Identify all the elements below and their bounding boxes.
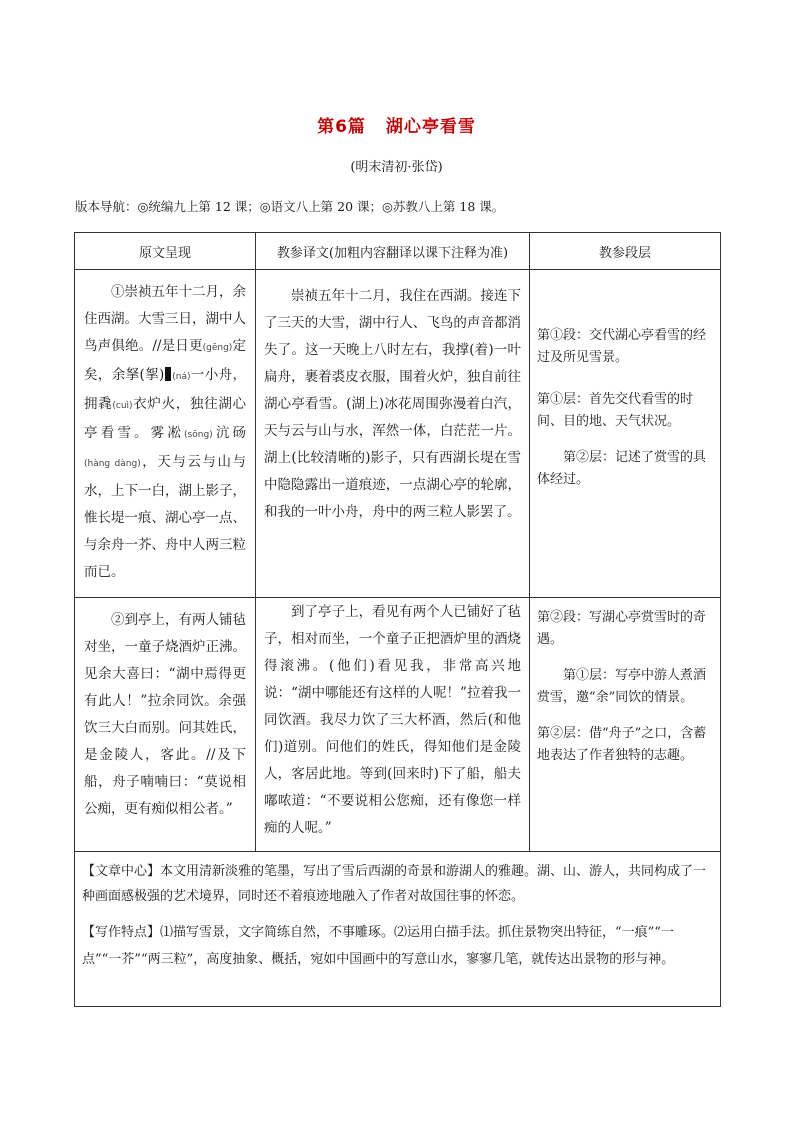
article-center — [82, 859, 713, 909]
layer-item: 第①层：写亭中游人煮酒赏雪，邀“余”同饮的情景。 — [537, 668, 707, 705]
original-cell — [75, 270, 256, 598]
layer-item: 第①层：首先交代看雪的时间、目的地、天气状况。 — [537, 392, 694, 429]
translation-text: 到了亭子上，看见有两个人已铺好了毡子，相对而坐，一个童子正把酒炉里的酒烧得滚沸。(他们)看见我，非常高兴地说：“湖中哪能还有这样的人呢！”拉着我一同饮酒。我尽力饮了三大杯酒，然后(和他们)道别。问他们的姓氏，得知他们是金陵人，客居此地。等到(回来时)下了船，船夫嘟哝道：“不要说相公您痴，还有像您一样痴的人呢。” — [264, 604, 521, 836]
chapter-number: 第6篇 — [317, 117, 366, 137]
summary-row — [75, 852, 721, 1007]
features-label: 【写作特点】 — [82, 925, 161, 940]
layer-item: 第②层：借“舟子”之口，含蓄地表达了作者独特的志趣。 — [537, 726, 707, 763]
original-fragment: 定矣，余拏(挐) — [84, 338, 246, 383]
version-navigation: 版本导航：◎统编九上第 12 课；◎语文八上第 20 课；◎苏教八上第 18 课。 — [75, 199, 505, 214]
layers-list — [531, 325, 719, 491]
original-fragment: 一小舟，拥毳 — [84, 367, 246, 412]
original-fragment: ①崇祯五年十二月，余住西湖。大雪三日，湖中人鸟声俱绝。//是日更 — [84, 284, 246, 354]
original-text: ②到亭上，有两人铺毡对坐，一童子烧酒炉正沸。见余大喜曰：“湖中焉得更有此人！”拉余同饮。余强饮三大白而别。问其姓氏，是金陵人，客此。//及下船，舟子喃喃曰：“莫说相公痴，更有痴似相公者。” — [84, 612, 246, 817]
summary-cell — [75, 852, 721, 1007]
features-text: ⑴描写雪景，文字简练自然，不事雕琢。⑵运用白描手法。抓住景物突出特征，“一痕”“一点”“一芥”“两三粒”，高度抽象、概括，宛如中国画中的写意山水，寥寥几笔，就传达出景物的形与神。 — [82, 925, 675, 967]
pinyin-gloss: (ná) — [172, 372, 191, 382]
original-fragment: 沆砀 — [212, 425, 247, 441]
pinyin-gloss: (gēng) — [202, 343, 233, 353]
paragraph-summary: 第②段：写湖心亭赏雪时的奇遇。 — [537, 610, 707, 647]
original-text — [76, 271, 254, 596]
study-table — [74, 232, 721, 1007]
translation-cell — [256, 598, 530, 852]
translation-text: 崇祯五年十二月，我住在西湖。接连下了三天的大雪，湖中行人、飞鸟的声音都消失了。这一天晚上八时左右，我撑(着)一叶扁舟，裹着裘皮衣服，围着火炉，独自前往湖心亭看雪。(湖上)冰花周围弥漫着白汽，天与云与山与水，浑然一体，白茫茫一片。湖上(比较清晰的)影子，只有西湖长堤在雪中隐隐露出一道痕迹，一点湖心亭的轮廓，和我的一叶小舟，舟中的两三粒人影罢了。 — [264, 288, 521, 520]
center-label: 【文章中心】 — [82, 864, 161, 879]
pinyin-gloss: (sōng) — [184, 430, 213, 440]
redaction-mark — [165, 367, 171, 381]
original-fragment: ，天与云与山与水，上下一白，湖上影子，惟长堤一痕、湖心亭一点、与余舟一芥、舟中人两三粒而已。 — [84, 454, 247, 580]
original-fragment: 衣炉火，独往湖心亭看雪。雾凇 — [84, 396, 247, 441]
table-row — [75, 598, 721, 852]
writing-features — [82, 919, 713, 973]
article-title: 湖心亭看雪 — [385, 117, 476, 137]
layer-item: 第②层：记述了赏雪的具体经过。 — [537, 450, 707, 487]
pinyin-gloss: (cuì) — [112, 401, 133, 411]
layers-cell — [530, 270, 721, 598]
center-text: 本文用清新淡雅的笔墨，写出了雪后西湖的奇景和游湖人的雅趣。湖、山、游人，共同构成了一种画面感极强的艺术境界，同时还不着痕迹地融入了作者对故国往事的怀恋。 — [82, 864, 707, 904]
header-translation: 教参译文(加粗内容翻译以课下注释为准) — [256, 233, 530, 270]
original-cell — [75, 598, 256, 852]
table-header-row — [75, 233, 721, 270]
header-layers: 教参段层 — [530, 233, 721, 270]
pinyin-gloss: (hàng dàng) — [84, 459, 141, 469]
author-line: (明末清初·张岱) — [350, 160, 443, 175]
summary-block — [76, 853, 719, 981]
translation-cell — [256, 270, 530, 598]
paragraph-summary: 第①段：交代湖心亭看雪的经过及所见雪景。 — [537, 328, 707, 365]
page-title — [0, 112, 793, 137]
layers-cell — [530, 598, 721, 852]
header-original: 原文呈现 — [75, 233, 256, 270]
table-row — [75, 270, 721, 598]
layers-list — [531, 607, 719, 767]
